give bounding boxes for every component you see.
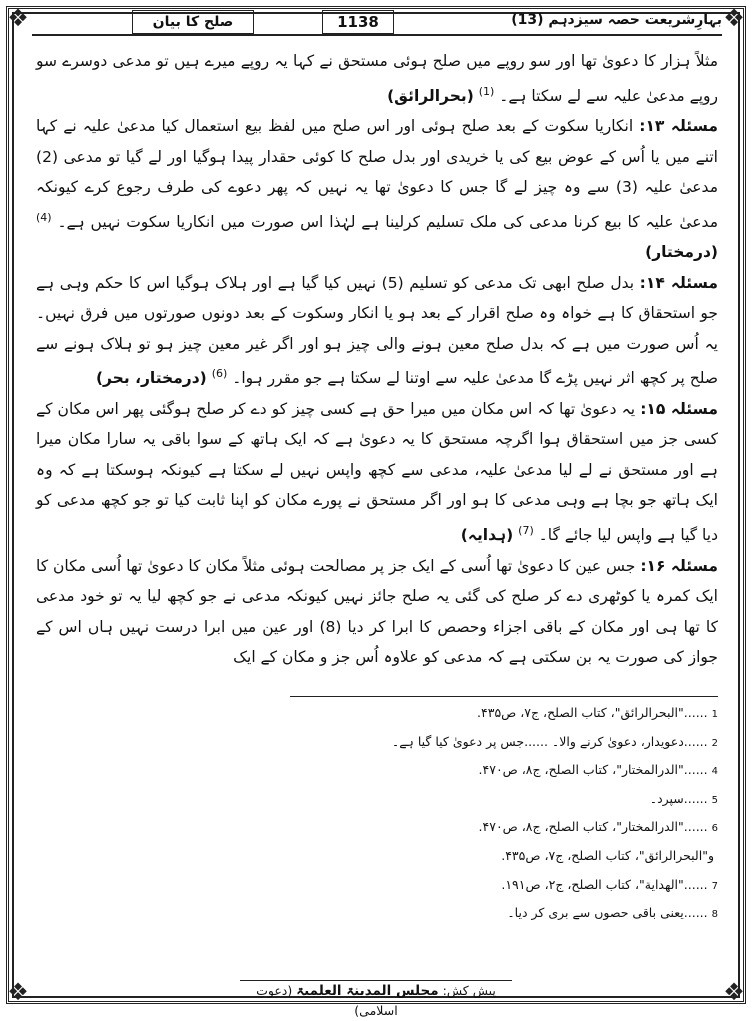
footnote-item: 1......"البحرالرائق"، کتاب الصلح، ج۷، ص۴۳۵. [477, 705, 718, 720]
main-text [36, 46, 718, 673]
footer-org: مجلس المدینۃ العلمیۃ [296, 983, 439, 999]
footnote-divider [290, 696, 718, 697]
corner-ornament-icon: ❖ [723, 4, 745, 32]
masla-label: مسئلہ ۱۵: [640, 399, 718, 418]
source-citation: (ہدایہ) [460, 526, 514, 545]
footer-suffix: (دعوتِ اسلامی) [256, 983, 398, 1018]
footnote-ref: (4) [36, 210, 52, 224]
footnote-item: 5......سپرد۔ [649, 790, 718, 806]
paragraph-1 [36, 46, 718, 111]
masla-label: مسئلہ ۱۳: [639, 117, 718, 136]
footnote-item: 7......"الهداية"، کتاب الصلح، ج۲، ص۱۹۱. [501, 876, 718, 892]
page-footer [240, 980, 512, 1018]
page-number: 1138 [322, 10, 394, 34]
running-title: بہارِشریعت حصہ سیزدہم (13) [511, 12, 722, 28]
masla-label: مسئلہ ۱۶: [640, 556, 718, 575]
header-divider [32, 34, 722, 36]
paragraph-5 [36, 551, 718, 673]
paragraph-text: جس عین کا دعویٰ تھا اُسی کے ایک جز پر مصالحت ہوئی مثلاً مکان کا دعویٰ تھا اُسی مکان کا ایک کمرہ یا کوٹھری دے کر صلح کی گئی یہ صلح جائز نہیں کیونکہ مدعی نے جو کچھ لیا یہ تو خود مدعی کا تھا ہی اور مکان کے باقی اجزاء وحصص کا ابرا کر دیا (8) اور عین میں ابرا درست نہیں ہاں اس کے جواز کی صورت یہ بن سکتی ہے کہ مدعی کو علاوہ اُس جز و مکان کے ایک [36, 556, 719, 667]
corner-ornament-icon: ❖ [7, 978, 29, 1006]
footnotes [240, 700, 718, 929]
source-citation: (درمختار، بحر) [95, 369, 207, 388]
corner-ornament-icon: ❖ [7, 4, 29, 32]
footer-prefix: پیش کش: [442, 983, 496, 998]
footnote-item: 2......دعویدار، دعویٰ کرنے والا۔ ......جس پر دعویٰ کیا گیا ہے۔ [391, 733, 718, 749]
source-citation: (درمختار) [645, 243, 718, 262]
footnote-item: 4......"الدرالمختار"، کتاب الصلح، ج۸، ص۴۷۰. [478, 762, 718, 778]
footnote-ref: (1) [478, 84, 495, 98]
paragraph-text: یہ دعویٰ تھا کہ اس مکان میں میرا حق ہے کسی چیز کو دے کر صلح ہوگئی پھر اس مکان کے کسی جز میں استحقاق ہوا اگرچہ مستحق کا یہ دعویٰ ہے کہ ایک ہاتھ کے سوا باقی یہ سارا مکان میرا ہے اور مستحق نے لے لیا مدعیٰ علیہ، مدعی سے کچھ واپس نہیں لے سکتا ہے کیونکہ ہوسکتا ہے کہ وہ ایک ہاتھ جو بچا ہے وہی مدعی کا ہو اور اگر مستحق نے پورے مکان کو اپنا ثابت کیا تو جو کچھ مدعی کو دیا گیا ہے واپس لیا جائے گا۔ [36, 399, 718, 545]
paragraph-4 [36, 394, 718, 551]
footnote-item: و"البحرالرائق"، کتاب الصلح، ج۷، ص۴۳۵. [501, 847, 714, 863]
paragraph-text: انکاریا سکوت کے بعد صلح ہوئی اور اس صلح میں لفظ بیع استعمال کیا مدعیٰ علیہ نے کہا اتنے میں یا اُس کے عوض بیع کی یا خریدی اور بدل صلح کا کوئی حقدار پیدا ہوگیا اور لے گیا تو مدعی (2) مدعیٰ علیہ (3) سے وہ چیز لے گا جس کا دعویٰ تھا یہ نہیں کہ پھر دعوے کی طرف رجوع کرے کیونکہ مدعیٰ علیہ کا بیع کرنا مدعی کی ملک تسلیم کرلینا ہے لہٰذا اس صورت میں انکاریا سکوت نہیں ہے۔ [36, 117, 718, 231]
paragraph-3 [36, 268, 718, 394]
section-title: صلح کا بیان [132, 10, 254, 34]
footnote-item: 8......یعنی باقی حصوں سے بری کر دیا۔ [507, 905, 718, 921]
footnote-item: 6......"الدرالمختار"، کتاب الصلح، ج۸، ص۴۷۰. [478, 819, 718, 835]
footnote-ref: (6) [211, 367, 228, 381]
paragraph-2 [36, 111, 718, 268]
paragraph-text: بدل صلح ابھی تک مدعی کو تسلیم (5) نہیں کیا گیا ہے اور ہلاک ہوگیا اس کا حکم وہی ہے جو استحقاق کا ہے خواہ وہ صلح اقرار کے بعد ہو یا انکار وسکوت کے بعد دونوں صورتوں میں فرق نہیں۔ یہ اُس صورت میں ہے کہ بدل صلح معین ہونے والی چیز ہو اور اگر غیر معین چیز ہو تو ہلاک ہونے سے صلح پر کچھ اثر نہیں پڑے گا مدعیٰ علیہ سے اوتنا لے سکتا ہے جو مقرر ہوا۔ [36, 273, 718, 388]
source-citation: (بحرالرائق) [387, 86, 474, 105]
paragraph-text: مثلاً ہزار کا دعویٰ تھا اور سو روپے میں صلح ہوئی مستحق نے کہا یہ روپے میرے ہیں تو مدعی دوسرے سو روپے مدعیٰ علیہ سے لے سکتا ہے۔ [36, 52, 718, 105]
footnote-ref: (7) [518, 523, 534, 537]
masla-label: مسئلہ ۱۴: [639, 273, 718, 292]
corner-ornament-icon: ❖ [723, 978, 745, 1006]
